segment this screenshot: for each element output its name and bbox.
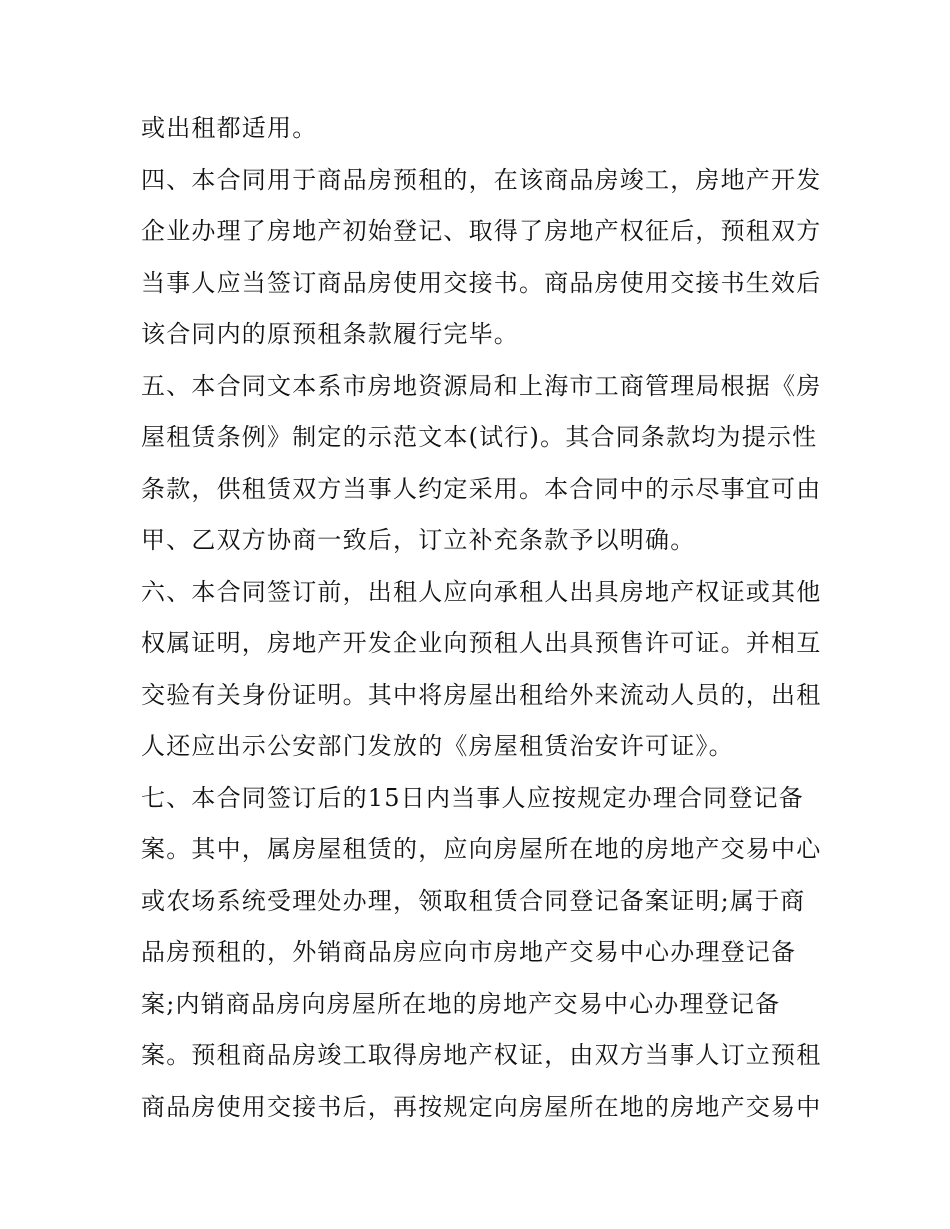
text-line: 交验有关身份证明。其中将房屋出租给外来流动人员的，出租 [141,680,822,709]
text-line: 该合同内的原预租条款履行完毕。 [141,320,519,348]
text-line: 当事人应当签订商品房使用交接书。商品房使用交接书生效后 [141,268,822,297]
text-line: 案。其中，属房屋租赁的，应向房屋所在地的房地产交易中心 [141,835,822,863]
text-line: 甲、乙双方协商一致后，订立补充条款予以明确。 [141,526,696,554]
text-line: 企业办理了房地产初始登记、取得了房地产权征后，预租双方 [141,217,822,245]
text-line: 七、本合同签订后的15日内当事人应按规定办理合同登记备 [141,783,804,812]
text-line: 案。预租商品房竣工取得房地产权证，由双方当事人订立预租 [141,1041,822,1069]
text-line: 人还应出示公安部门发放的《房屋租赁治安许可证》。 [141,732,734,760]
contract-notes-text [141,103,821,1133]
text-line: 屋租赁条例》制定的示范文本(试行)。其合同条款均为提示性 [141,423,818,451]
text-line: 案;内销商品房向房屋所在地的房地产交易中心办理登记备 [141,989,781,1018]
text-line: 条款，供租赁双方当事人约定采用。本合同中的示尽事宜可由 [141,474,822,503]
text-line: 四、本合同用于商品房预租的，在该商品房竣工，房地产开发 [141,165,822,194]
text-line: 五、本合同文本系市房地资源局和上海市工商管理局根据《房 [141,371,822,400]
text-line: 或出租都适用。 [141,114,318,142]
text-line: 六、本合同签订前，出租人应向承租人出具房地产权证或其他 [141,577,822,606]
text-line: 权属证明，房地产开发企业向预租人出具预售许可证。并相互 [141,629,822,657]
text-line: 或农场系统受理处办理，领取租赁合同登记备案证明;属于商 [141,886,806,915]
text-line: 商品房使用交接书后，再按规定向房屋所在地的房地产交易中 [141,1092,822,1121]
text-line: 品房预租的，外销商品房应向市房地产交易中心办理登记备 [141,938,797,966]
